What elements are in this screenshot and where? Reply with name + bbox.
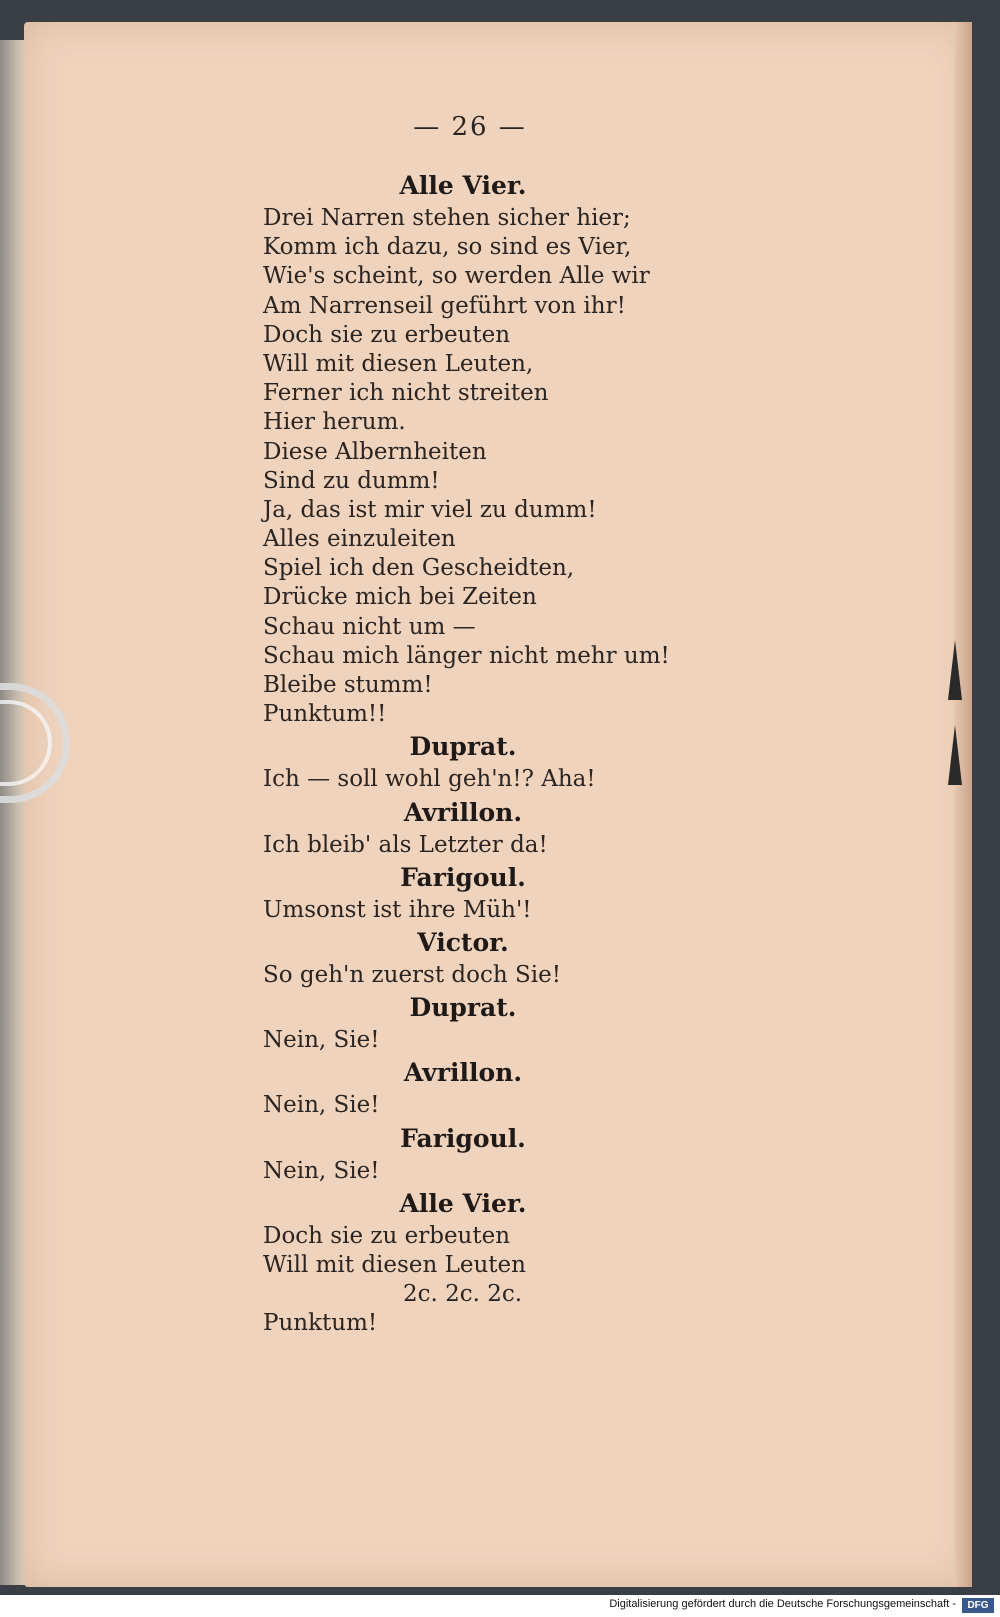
verse-line: Ich bleib' als Letzter da!: [263, 831, 548, 858]
verse-line: Will mit diesen Leuten,: [263, 350, 534, 377]
verse-line: Will mit diesen Leuten: [263, 1251, 526, 1278]
speaker-name: Avrillon.: [403, 1058, 523, 1088]
verse-line: So geh'n zuerst doch Sie!: [263, 961, 561, 988]
etc-line: 2c. 2c. 2c.: [403, 1281, 523, 1308]
verse-line: Doch sie zu erbeuten: [263, 321, 511, 348]
speaker-name: Avrillon.: [403, 797, 523, 827]
page-number: — 26 —: [413, 112, 527, 142]
footer-bar: [0, 1595, 1000, 1617]
verse-line: Umsonst ist ihre Müh'!: [263, 896, 532, 923]
speaker-name: Farigoul.: [400, 1123, 526, 1153]
speaker-name: Victor.: [417, 927, 509, 957]
verse-line: Nein, Sie!: [263, 1092, 380, 1119]
verse-line: Ich — soll wohl geh'n!? Aha!: [263, 766, 596, 793]
verse-line: Spiel ich den Gescheidten,: [263, 555, 575, 582]
verse-line: Punktum!: [263, 1310, 378, 1337]
verse-line: Ferner ich nicht streiten: [263, 380, 549, 407]
verse-line: Alles einzuleiten: [263, 526, 456, 553]
verse-line: Drücke mich bei Zeiten: [263, 584, 537, 611]
text-body: [263, 168, 823, 1338]
verse-line: Drei Narren stehen sicher hier;: [263, 205, 631, 231]
dfg-logo: DFG: [962, 1598, 994, 1613]
page-right-edge: [954, 22, 972, 1587]
verse-line: Nein, Sie!: [263, 1157, 380, 1184]
speaker-name: Alle Vier.: [399, 1188, 527, 1218]
speaker-name: Duprat.: [409, 993, 517, 1023]
verse-line: Schau mich länger nicht mehr um!: [263, 642, 670, 669]
verse-line: Nein, Sie!: [263, 1027, 380, 1054]
verse-line: Schau nicht um —: [263, 613, 476, 640]
verse-line: Bleibe stumm!: [263, 672, 433, 698]
verse-line: Wie's scheint, so werden Alle wir: [263, 263, 650, 290]
speaker-name: Alle Vier.: [399, 171, 527, 200]
verse-line: Hier herum.: [263, 409, 406, 436]
verse-line: Komm ich dazu, so sind es Vier,: [263, 234, 632, 261]
footer-credit: Digitalisierung gefördert durch die Deutsche Forschungsgemeinschaft -: [609, 1598, 956, 1610]
verse-line: Ja, das ist mir viel zu dumm!: [263, 496, 597, 523]
verse-line: Sind zu dumm!: [263, 467, 440, 494]
speaker-name: Farigoul.: [400, 862, 526, 892]
verse-line: Doch sie zu erbeuten: [263, 1222, 511, 1249]
verse-line: Am Narrenseil geführt von ihr!: [263, 292, 626, 319]
verse-line: Punktum!!: [263, 701, 387, 728]
verse-line: Diese Albernheiten: [263, 438, 487, 465]
speaker-name: Duprat.: [409, 732, 517, 762]
